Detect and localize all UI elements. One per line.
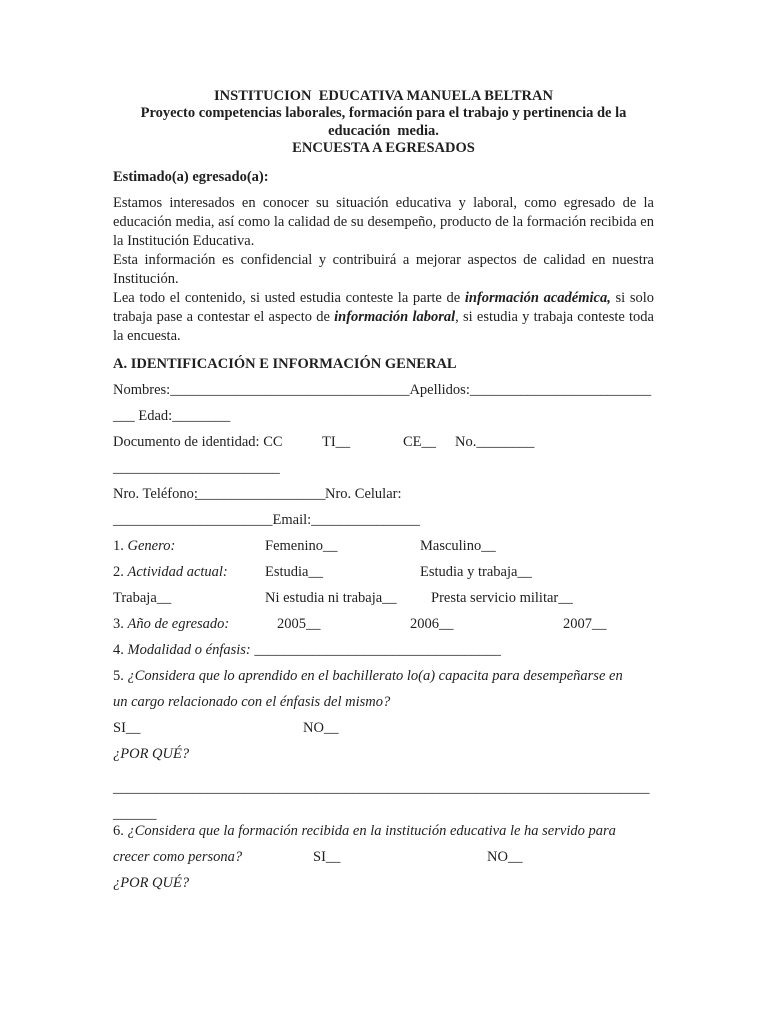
option-ti: TI__ <box>322 433 351 450</box>
intro-paragraph-2: Esta información es confidencial y contribuirá a mejorar aspectos de calidad en nuestra Institución. <box>113 251 654 287</box>
edad-blank: ________ <box>172 407 231 424</box>
question-6-porque <box>113 870 654 896</box>
question-1-number: 1. <box>113 537 128 554</box>
option-estudia: Estudia__ <box>265 563 323 580</box>
question-5-answer-blank: __________________________________________________________________________ <box>113 779 650 796</box>
question-5-number: 5. <box>113 667 128 684</box>
field-documento-identidad <box>113 429 654 455</box>
apellidos-blank: _________________________ <box>469 381 652 398</box>
section-a-heading: A. IDENTIFICACIÓN E INFORMACIÓN GENERAL <box>113 355 457 372</box>
nombres-blank: _________________________________ <box>170 381 410 398</box>
field-documento-blank-overflow <box>113 455 654 481</box>
question-5-line1 <box>113 663 654 689</box>
intro-p3-middle: si solo trabaja pase a contestar el aspecto de <box>113 289 655 325</box>
question-1-genero <box>113 533 654 559</box>
option-ce: CE__ <box>403 433 437 450</box>
question-3-number: 3. <box>113 615 128 632</box>
question-5-text-line1: ¿Considera que lo aprendido en el bachillerato lo(a) capacita para desempeñarse en <box>127 667 623 684</box>
document-header <box>113 88 654 158</box>
question-2-actividad <box>113 559 654 585</box>
option-estudia-y-trabaja: Estudia y trabaja__ <box>420 563 532 580</box>
project-title-line2: educación media. <box>328 122 439 139</box>
intro-p3-emphasis-academica: información académica, <box>464 289 611 306</box>
question-6-option-no: NO__ <box>487 848 523 865</box>
documento-numero-blank: No.________ <box>455 433 535 450</box>
question-5-answer-line <box>113 775 654 801</box>
survey-title: ENCUESTA A EGRESADOS <box>292 140 475 157</box>
salutation: Estimado(a) egresado(a): <box>113 168 269 185</box>
question-5-option-no: NO__ <box>303 719 339 736</box>
option-2007: 2007__ <box>563 615 607 632</box>
edad-pre-blank: ___ <box>113 407 139 424</box>
question-4-modalidad <box>113 637 654 663</box>
document-content <box>113 88 654 896</box>
question-3-ano-egresado <box>113 611 654 637</box>
question-1-label: Genero: <box>127 537 176 554</box>
institution-name: INSTITUCION EDUCATIVA MANUELA BELTRAN <box>214 88 553 104</box>
option-femenino: Femenino__ <box>265 537 338 554</box>
question-5-text-line2: un cargo relacionado con el énfasis del mismo? <box>113 693 391 710</box>
question-2-label: Actividad actual: <box>127 563 228 580</box>
question-6-text-line1: ¿Considera que la formación recibida en la institución educativa le ha servido para <box>127 822 616 839</box>
question-2-actividad-row2 <box>113 585 654 611</box>
question-6-option-si: SI__ <box>313 848 341 865</box>
field-email <box>113 507 654 533</box>
telefono-label: Nro. Teléfono: <box>113 485 198 502</box>
field-telefono-celular <box>113 481 654 507</box>
question-4-number: 4. <box>113 641 128 658</box>
email-label: Email: <box>272 511 312 528</box>
nombres-label: Nombres: <box>113 381 171 398</box>
documento-overflow-blank: _______________________ <box>113 459 280 476</box>
field-nombres-apellidos <box>113 377 654 403</box>
option-2006: 2006__ <box>410 615 454 632</box>
question-4-blank: __________________________________ <box>254 641 501 658</box>
field-edad <box>113 403 654 429</box>
telefono-blank: __________________ <box>195 485 326 502</box>
documento-label: Documento de identidad: CC <box>113 433 283 450</box>
option-trabaja: Trabaja__ <box>113 589 172 606</box>
question-5-porque-label: ¿POR QUÉ? <box>113 745 190 762</box>
apellidos-label: Apellidos: <box>409 381 470 398</box>
question-6-line2 <box>113 844 654 870</box>
question-6-porque-label: ¿POR QUÉ? <box>113 874 190 891</box>
option-ni-estudia-ni-trabaja: Ni estudia ni trabaja__ <box>265 589 397 606</box>
project-title-line1: Proyecto competencias laborales, formación para el trabajo y pertinencia de la <box>140 105 627 122</box>
edad-label: Edad: <box>138 407 173 424</box>
intro-p3-end: , si estudia y trabaja conteste toda la encuesta. <box>113 308 654 344</box>
question-5-porque <box>113 741 654 767</box>
celular-label: Nro. Celular: <box>325 485 402 502</box>
question-6-text-line2: crecer como persona? <box>113 848 243 865</box>
option-presta-servicio-militar: Presta servicio militar__ <box>431 589 573 606</box>
question-5-line2 <box>113 689 654 715</box>
intro-paragraph-1: Estamos interesados en conocer su situación educativa y laboral, como egresado de la educación media, así como la calidad de su desempeño, producto de la formación recibida en la Institución Educativa. <box>113 194 654 249</box>
section-a-form <box>113 377 654 896</box>
email-blank: _______________ <box>311 511 420 528</box>
question-6-number: 6. <box>113 822 128 839</box>
option-2005: 2005__ <box>277 615 321 632</box>
question-3-label: Año de egresado: <box>127 615 230 632</box>
intro-p3-emphasis-laboral: información laboral <box>334 308 456 325</box>
email-pre-blank: ______________________ <box>113 511 273 528</box>
question-5-option-si: SI__ <box>113 719 141 736</box>
question-6-line1 <box>113 818 654 844</box>
intro-paragraph-3 <box>113 289 654 346</box>
question-4-label: Modalidad o énfasis: <box>127 641 255 658</box>
question-5-answer-blank-overflow: ______ <box>113 805 157 822</box>
question-2-number: 2. <box>113 563 128 580</box>
option-masculino: Masculino__ <box>420 537 496 554</box>
question-5-si-no <box>113 715 654 741</box>
intro-p3-start: Lea todo el contenido, si usted estudia conteste la parte de <box>113 289 465 306</box>
